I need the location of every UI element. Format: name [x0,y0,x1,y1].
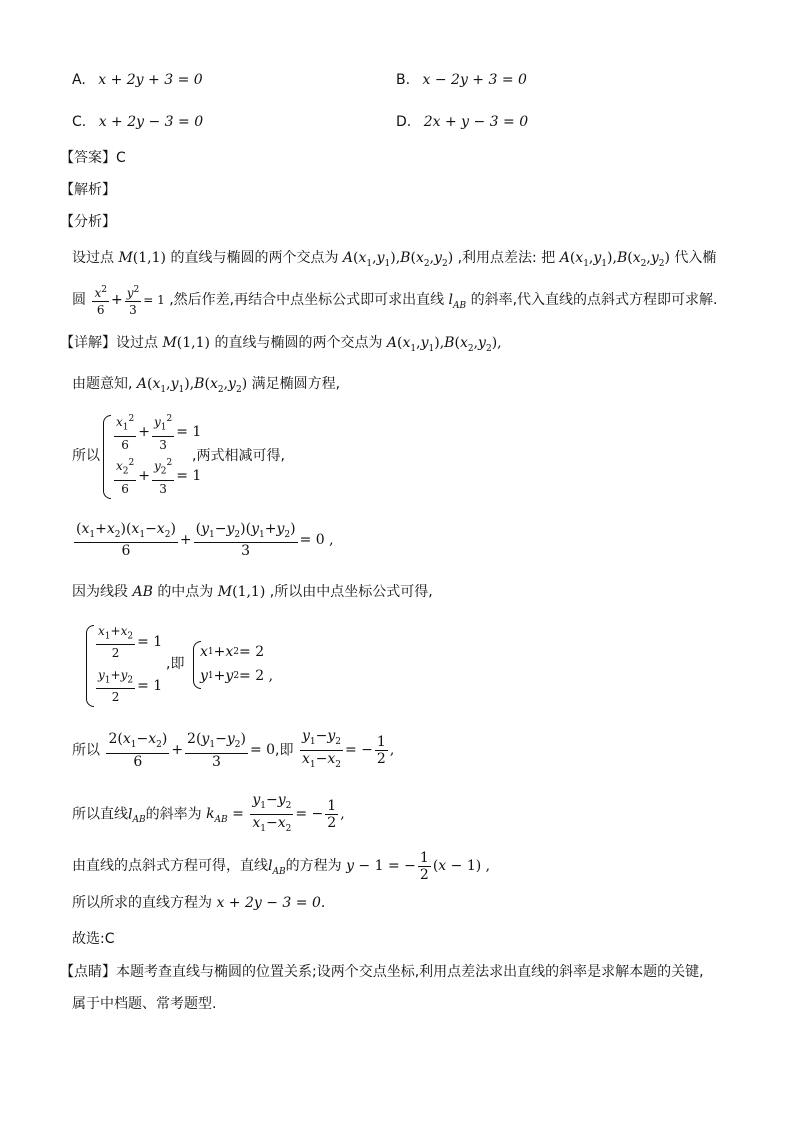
slope-equation-line: 所以 $\frac{2(x_1-x_2)}{6}$ + $\frac{2(y_1-y_2)}{3}$ = 0,即 $\frac{y_1-y_2}{x_1-x_2}$ = − $\frac{1}{2}$ , [72,728,395,770]
choice-line: 故选:C [72,931,115,947]
comment-line-2: 属于中档题、常考题型. [72,996,217,1012]
jiexi-label: 【解析】 [60,182,116,198]
ellipse-system: $\frac{x_1^2}{6}$ + $\frac{y_1^2}{3}$ = 1 $\frac{x_2^2}{6}$ + $\frac{y_2^2}{3}$ = 1 [112,410,201,498]
midpoint-line: 因为线段 AB 的中点为 M(1,1) ,所以由中点坐标公式可得, [72,584,433,600]
analysis-line-2: 圆 $\frac{x^2}{6}$ + $\frac{y^2}{3}$ = 1 ,然后作差,再结合中点坐标公式即可求出直线 $l_{AB}$ 的斜率,代入直线的点斜式方程即可求解. [72,282,718,324]
so-label-1: 所以 [72,448,100,464]
answer-label: 【答案】C [60,150,126,166]
xiangjie-label: 【详解】 [60,335,116,351]
option-b: B. x − 2y + 3 = 0 [396,72,527,88]
option-c: C. x + 2y − 3 = 0 [72,114,204,130]
detail-line-1: 【详解】设过点 M(1,1) 的直线与椭圆的两个交点为 $A(x_1,y_1),B(x_2,y_2)$, [60,335,502,354]
dianjing-label: 【点睛】 [60,964,116,980]
final-line: 所以所求的直线方程为 x + 2y − 3 = 0. [72,895,326,911]
detail-line-2: 由题意知, $A(x_1,y_1),B(x_2,y_2)$ 满足椭圆方程, [72,376,341,395]
sum-system: x 1 + x 2 = 2 y 1 + y 2 = 2 , [200,644,274,684]
difference-equation: $\frac{(x_1+x_2)(x_1-x_2)}{6}$ + $\frac{(y_1-y_2)(y_1+y_2)}{3}$ = 0 , [76,520,334,560]
subtract-text: ,两式相减可得, [192,448,285,464]
brace-1 [103,415,111,499]
ji-text: ,即 [166,656,185,672]
comment-line-1: 【点睛】本题考查直线与椭圆的位置关系;设两个交点坐标,利用点差法求出直线的斜率是求解本题的关键, [60,964,704,980]
point-slope-line: 由直线的点斜式方程可得，直线$l_{AB}$的方程为 y − 1 = − $\frac{1}{2}$ (x − 1) , [72,849,491,883]
midpoint-system: $\frac{x_1+x_2}{2}$ = 1 $\frac{y_1+y_2}{2}$ = 1 [98,623,163,705]
analysis-line-1: 设过点 M(1,1) 的直线与椭圆的两个交点为 $A(x_1,y_1),B(x_2,y_2)$ ,利用点差法: 把 $A(x_1,y_1),B(x_2,y_2)$ 代入椭 [72,250,717,269]
slope-value-line: 所以直线$l_{AB}$的斜率为 $k_{AB}$ = $\frac{y_1-y_2}{x_1-x_2}$ = − $\frac{1}{2}$ , [72,792,345,834]
option-d: D. 2x + y − 3 = 0 [396,114,529,130]
fenxi-label: 【分析】 [60,214,116,230]
option-a: A. x + 2y + 3 = 0 [72,72,203,88]
brace-2 [86,625,94,707]
